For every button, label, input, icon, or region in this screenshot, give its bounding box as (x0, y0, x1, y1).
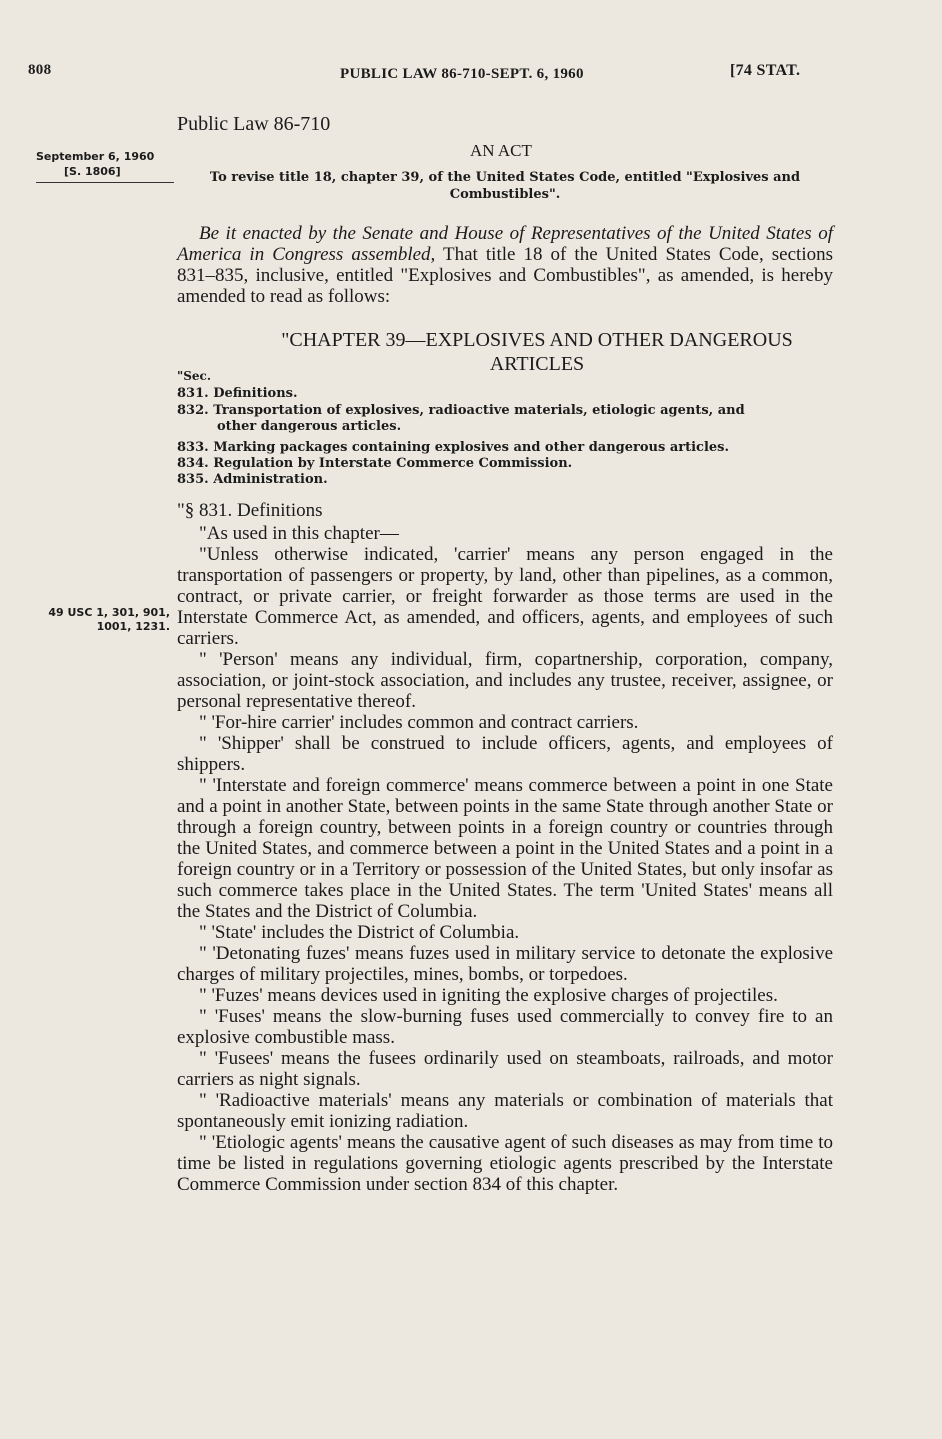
section-heading: "§ 831. Definitions (177, 500, 323, 521)
enacting-clause-italic: Be it enacted by the Senate and House of Representatives of the United States of America in Congress assembled, (177, 223, 833, 265)
toc-item: 832. Transportation of explosives, radioactive materials, etiologic agents, and (177, 403, 745, 418)
toc-item: 831. Definitions. (177, 386, 298, 401)
running-header: PUBLIC LAW 86-710-SEPT. 6, 1960 (340, 66, 584, 82)
toc-item: 834. Regulation by Interstate Commerce Commission. (177, 456, 573, 471)
definitions-list (177, 523, 833, 1195)
definition-paragraph: " 'Interstate and foreign commerce' means commerce between a point in one State and a point in another State, between points in the same State through another State or through a foreign country, between points in a foreign country or countries through the United States, and commerce between a point in the United States and a point in a foreign country or in a Territory or possession of the United States, but only insofar as such commerce takes place in the United States. The term 'United States' means all the States and the District of Columbia. (177, 775, 833, 922)
toc-item: 835. Administration. (177, 472, 328, 487)
definition-paragraph: " 'Fuzes' means devices used in igniting the explosive charges of projectiles. (199, 985, 778, 1006)
definition-paragraph: "As used in this chapter— (199, 523, 399, 544)
definition-paragraph: " 'For-hire carrier' includes common and contract carriers. (199, 712, 639, 733)
definition-paragraph: " 'State' includes the District of Columbia. (199, 922, 520, 943)
definition-paragraph: " 'Detonating fuzes' means fuzes used in military service to detonate the explosive charges of military projectiles, mines, bombs, or torpedoes. (177, 943, 833, 985)
definition-paragraph: " 'Radioactive materials' means any materials or combination of materials that spontaneously emit ionizing radiation. (177, 1090, 833, 1132)
margin-bill-number: [S. 1806] (64, 165, 121, 178)
sec-label: "Sec. (177, 369, 212, 383)
margin-rule (36, 182, 174, 183)
page-number: 808 (28, 62, 52, 78)
definition-paragraph: " 'Person' means any individual, firm, copartnership, corporation, company, association, or joint-stock association, and includes any trustee, receiver, assignee, or personal representative thereof. (177, 649, 833, 712)
act-label: AN ACT (470, 141, 532, 160)
definition-paragraph: " 'Fusees' means the fusees ordinarily used on steamboats, railroads, and motor carriers as night signals. (177, 1048, 833, 1090)
enacting-clause (177, 223, 833, 307)
definition-paragraph: "Unless otherwise indicated, 'carrier' means any person engaged in the transportation of passengers or property, by land, other than pipelines, as a common, contract, or private carrier, or freight forwarder as those terms are used in the Interstate Commerce Act, as amended, and officers, agents, and employees of such carriers. (177, 544, 833, 649)
definition-paragraph: " 'Fuses' means the slow-burning fuses used commercially to convey fire to an explosive combustible mass. (177, 1006, 833, 1048)
margin-citation: 49 USC 1, 301, 901, 1001, 1231. (48, 606, 170, 633)
act-purpose: To revise title 18, chapter 39, of the United States Code, entitled "Explosives and Combustibles". (209, 170, 801, 202)
definition-paragraph: " 'Shipper' shall be construed to include officers, agents, and employees of shippers. (177, 733, 833, 775)
statute-volume: [74 STAT. (730, 62, 801, 79)
law-title: Public Law 86-710 (177, 113, 331, 135)
chapter-heading: "CHAPTER 39—EXPLOSIVES AND OTHER DANGEROUS ARTICLES (281, 329, 793, 375)
enacting-clause-text: That title 18 of the United States Code, sections 831–835, inclusive, entitled "Explosives and Combustibles", as amended, is hereby amended to read as follows: (177, 244, 833, 307)
definition-paragraph: " 'Etiologic agents' means the causative agent of such diseases as may from time to time be listed in regulations governing etiologic agents prescribed by the Interstate Commerce Commission under section 834 of this chapter. (177, 1132, 833, 1195)
margin-date: September 6, 1960 (36, 150, 155, 163)
toc-item: 833. Marking packages containing explosives and other dangerous articles. (177, 440, 730, 455)
toc-item-continued: other dangerous articles. (217, 419, 402, 434)
